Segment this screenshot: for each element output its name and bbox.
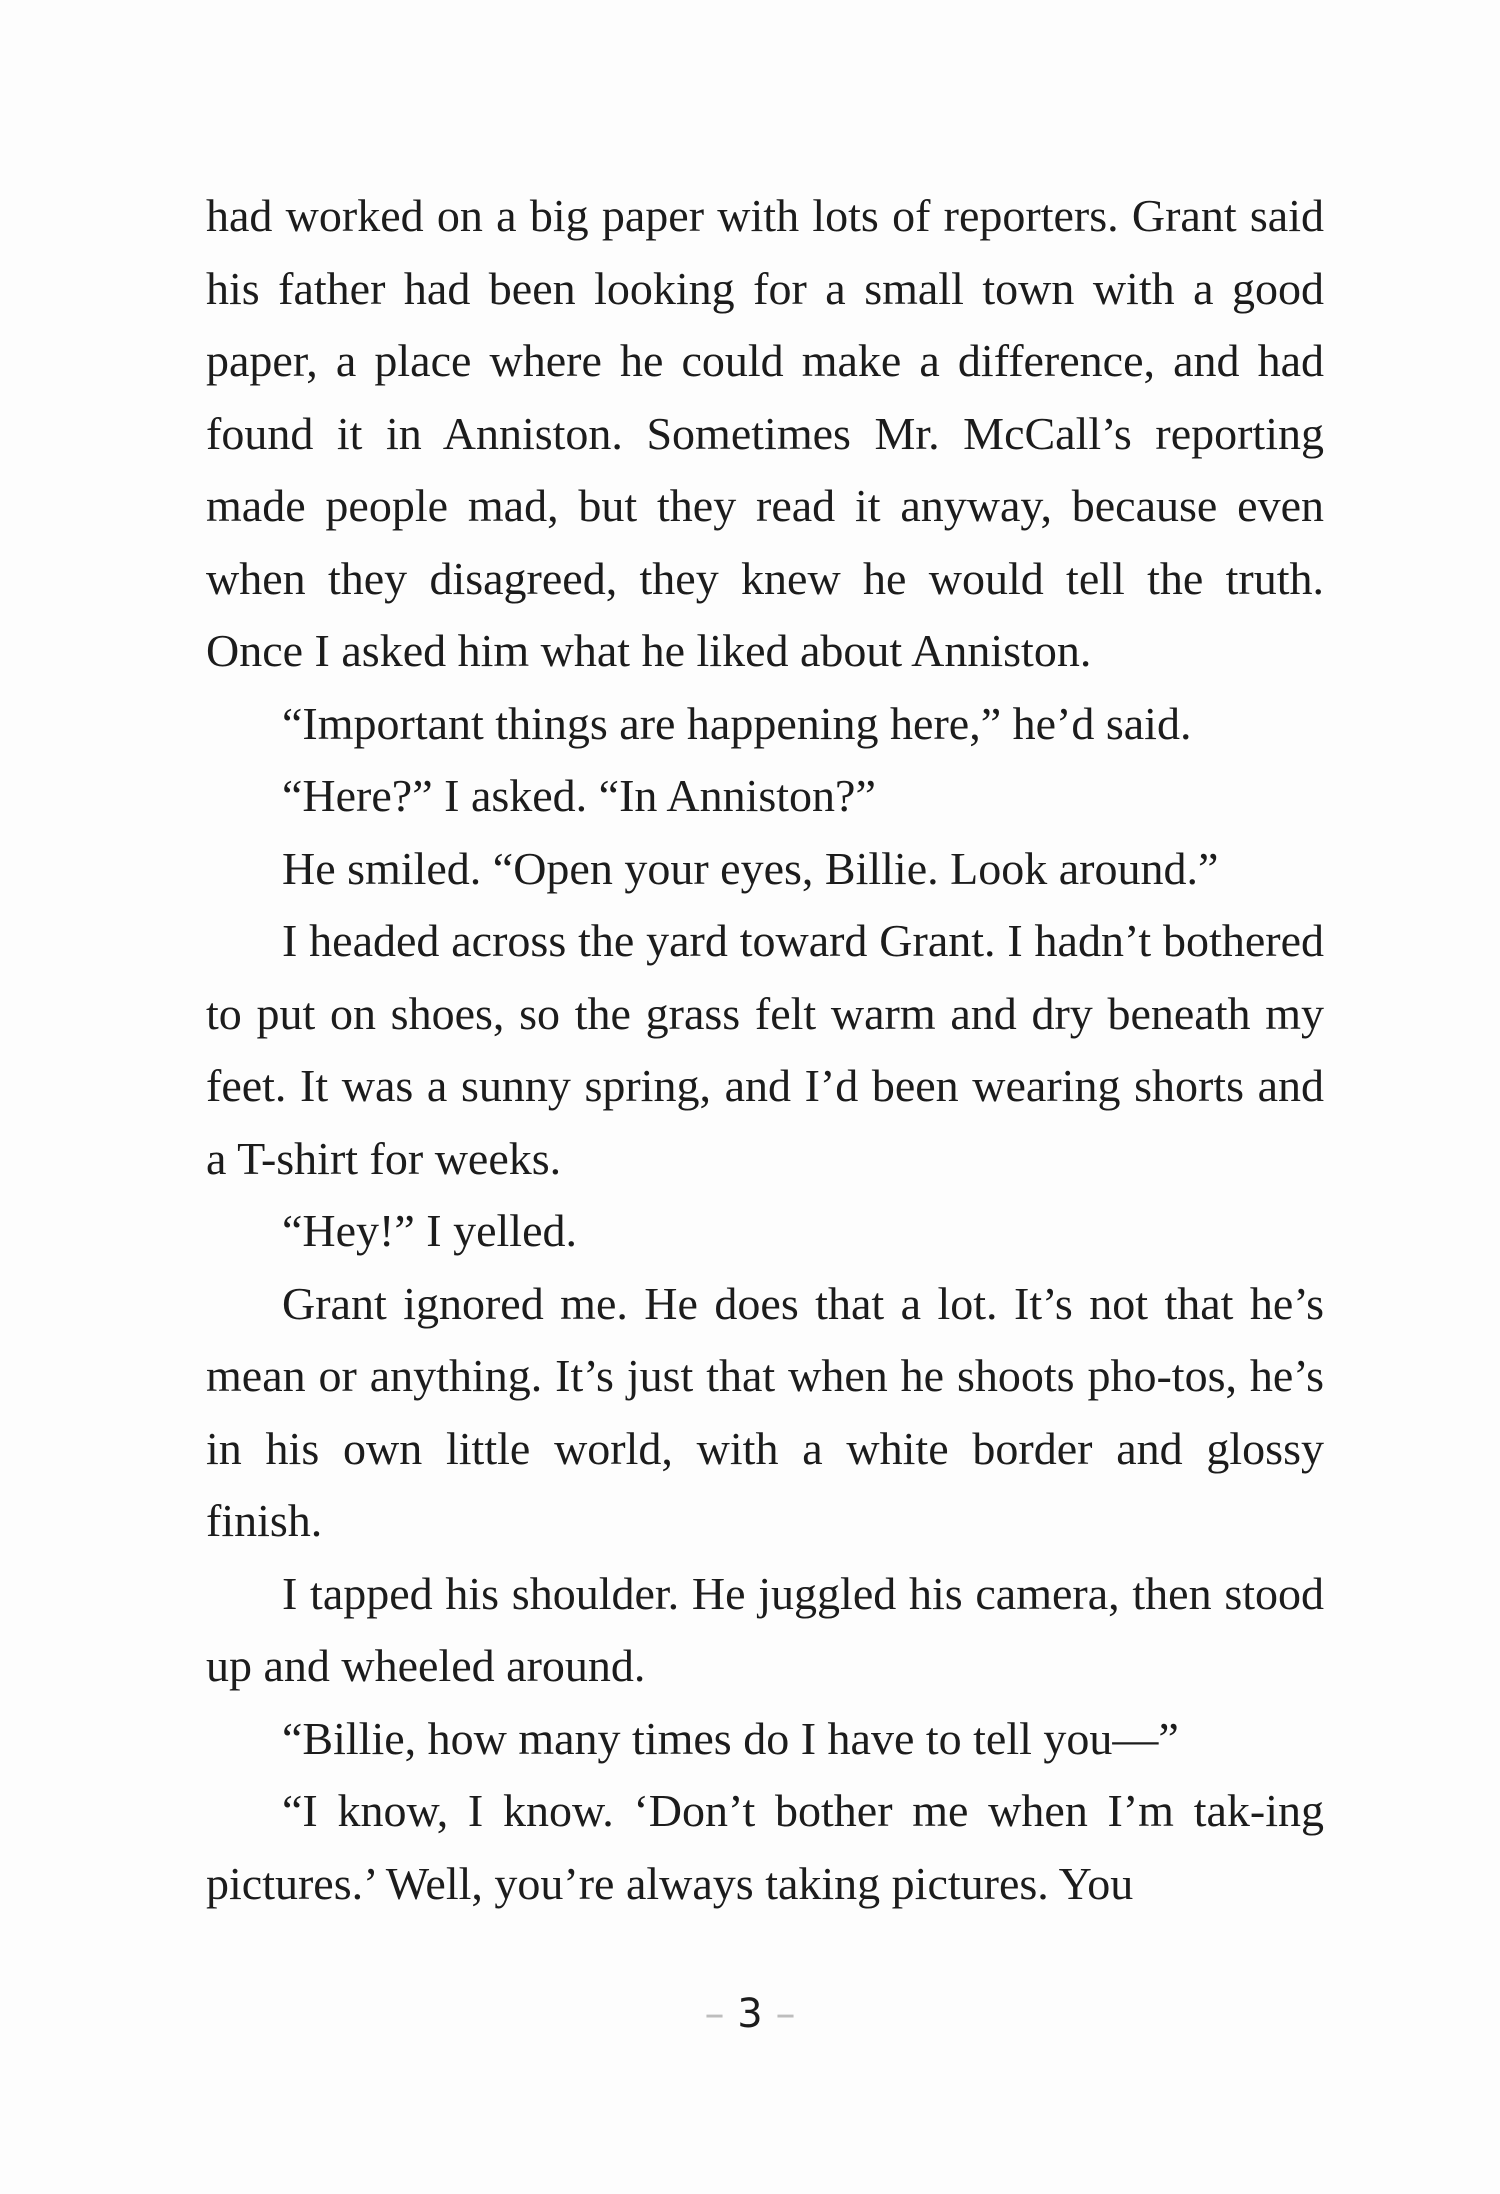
- paragraph-1: had worked on a big paper with lots of reporters. Grant said his father had been looking for a small town with a good paper, a place where he could make a difference, and had found it in Anniston. Sometimes Mr. McCall’s reporting made people mad, but they read it anyway, because even when they disagreed, they knew he would tell the truth. Once I asked him what he liked about Anniston.: [206, 190, 1324, 676]
- paragraph-7: Grant ignored me. He does that a lot. It’s not that he’s mean or anything. It’s just that when he shoots pho-tos, he’s in his own little world, with a white border and glossy finish.: [206, 1277, 1324, 1546]
- paragraph-10: “I know, I know. ‘Don’t bother me when I’m tak-ing pictures.’ Well, you’re always taking pictures. You: [206, 1785, 1324, 1909]
- page-number: [0, 1990, 1500, 2038]
- page-number-dash-right: –: [775, 1991, 796, 2037]
- paragraph-6: “Hey!” I yelled.: [282, 1205, 578, 1256]
- paragraph-8: I tapped his shoulder. He juggled his camera, then stood up and wheeled around.: [206, 1567, 1324, 1691]
- page-number-dash-left: –: [704, 1991, 725, 2037]
- page-number-value: 3: [737, 1991, 763, 2037]
- paragraph-2: “Important things are happening here,” he’d said.: [282, 697, 1192, 749]
- paragraph-9: “Billie, how many times do I have to tell you—”: [282, 1712, 1179, 1764]
- body-text: [206, 180, 1324, 1920]
- paragraph-5: I headed across the yard toward Grant. I hadn’t bothered to put on shoes, so the grass felt warm and dry beneath my feet. It was a sunny spring, and I’d been wearing shorts and a T-shirt for weeks.: [206, 915, 1324, 1184]
- paragraph-4: He smiled. “Open your eyes, Billie. Look around.”: [282, 842, 1219, 894]
- paragraph-3: “Here?” I asked. “In Anniston?”: [282, 770, 876, 821]
